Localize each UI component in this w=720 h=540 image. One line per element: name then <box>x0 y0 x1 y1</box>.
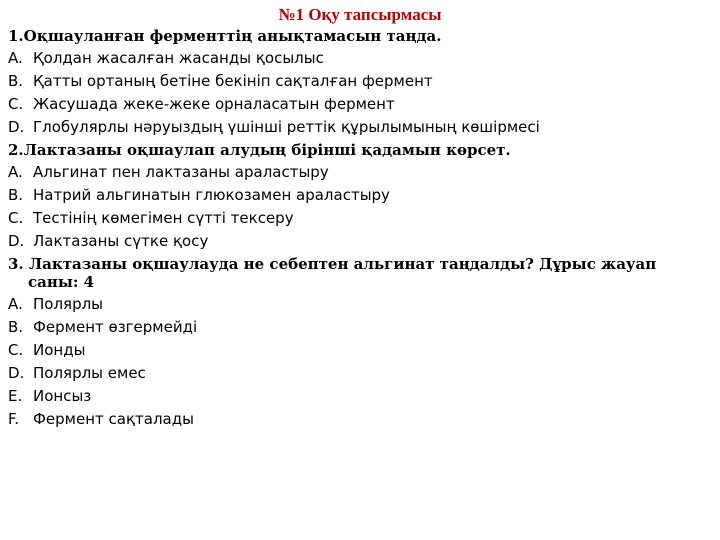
option-letter: B. <box>8 186 24 204</box>
question-1: 1.Оқшауланған ферменттің анықтамасын таңда. <box>8 27 442 45</box>
option-letter: D. <box>8 118 25 136</box>
option-letter: C. <box>8 341 24 359</box>
option-letter: F. <box>8 410 19 428</box>
option-text: Фермент өзгермейді <box>33 318 198 336</box>
option-letter: B. <box>8 318 24 336</box>
q1-option-a <box>8 49 708 72</box>
option-text: Полярлы емес <box>33 364 146 382</box>
q3-option-b <box>8 318 708 341</box>
option-text: Қатты ортаның бетіне бекініп сақталған фермент <box>33 72 433 90</box>
option-letter: C. <box>8 95 24 113</box>
option-text: Полярлы <box>33 295 104 313</box>
q3-option-a <box>8 295 708 318</box>
q3-option-c <box>8 341 708 364</box>
q2-option-d <box>8 232 708 255</box>
option-text: Лактазаны сүтке қосу <box>33 232 209 250</box>
option-text: Ионсыз <box>33 387 92 405</box>
option-text: Натрий альгинатын глюкозамен араластыру <box>33 186 390 204</box>
option-letter: A. <box>8 49 23 67</box>
option-text: Жасушада жеке-жеке орналасатын фермент <box>33 95 395 113</box>
option-letter: A. <box>8 163 23 181</box>
q2-option-a <box>8 163 708 186</box>
q2-option-c <box>8 209 708 232</box>
q3-option-d <box>8 364 708 387</box>
option-text: Тестінің көмегімен сүтті тексеру <box>33 209 294 227</box>
q1-option-d <box>8 118 708 141</box>
option-letter: E. <box>8 387 23 405</box>
option-text: Альгинат пен лактазаны араластыру <box>33 163 329 181</box>
question-2: 2.Лактазаны оқшаулап алудың бірінші қадамын көрсет. <box>8 141 511 159</box>
option-text: Глобулярлы нәруыздың үшінші реттік құрылымының көшірмесі <box>33 118 540 136</box>
option-letter: D. <box>8 232 25 250</box>
option-letter: D. <box>8 364 25 382</box>
option-text: Фермент сақталады <box>33 410 194 428</box>
option-text: Ионды <box>33 341 86 359</box>
option-letter: B. <box>8 72 24 90</box>
question-3: 3. Лактазаны оқшаулауда не себептен альгинат таңдалды? Дұрыс жауап саны: 4 <box>8 255 662 291</box>
option-letter: A. <box>8 295 23 313</box>
q3-option-f <box>8 410 708 433</box>
q1-option-b <box>8 72 708 95</box>
questions-list <box>8 27 708 433</box>
option-text: Қолдан жасалған жасанды қосылыс <box>33 49 324 67</box>
q3-option-e <box>8 387 708 410</box>
slide-title: №1 Оқу тапсырмасы <box>278 5 442 24</box>
q1-option-c <box>8 95 708 118</box>
option-letter: C. <box>8 209 24 227</box>
q2-option-b <box>8 186 708 209</box>
